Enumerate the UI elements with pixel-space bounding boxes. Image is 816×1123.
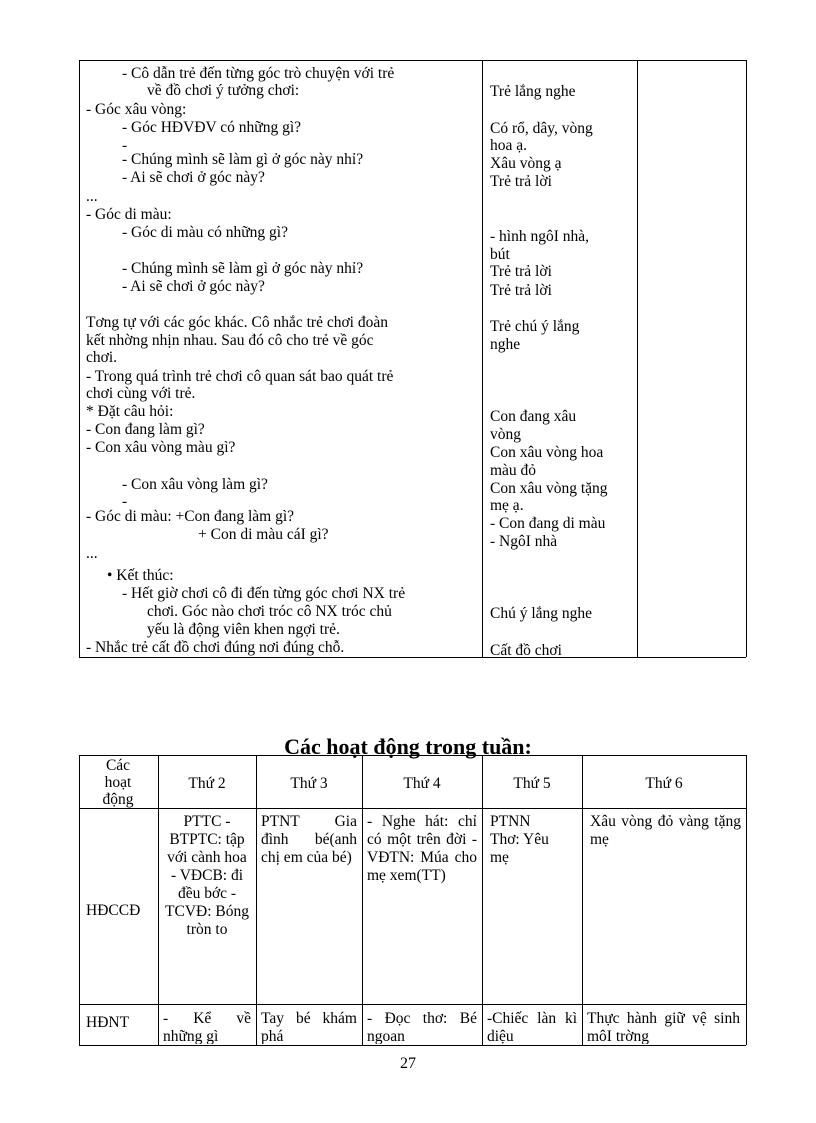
text-line: chơi. Góc nào chơi tróc cô NX tróc chủ xyxy=(147,603,392,620)
text-line: Con xâu vòng tặng xyxy=(490,480,608,497)
text-line: - Chúng mình sẽ làm gì ở góc này nhỉ? xyxy=(122,260,364,277)
row-label: HĐNT xyxy=(86,1014,130,1031)
text-line: kết nhờng nhịn nhau. Sau đó cô cho trẻ về góc xyxy=(86,332,374,349)
text-line: vòng xyxy=(490,426,521,443)
text-line: yếu là động viên khen ngợi trẻ. xyxy=(147,621,340,638)
text-line: - Góc di màu: xyxy=(86,206,172,223)
page-number: 27 xyxy=(400,1055,416,1072)
text-line: chơi. xyxy=(86,349,118,366)
text-line: + Con di màu cáI gì? xyxy=(198,526,329,543)
text-line: - Con đang làm gì? xyxy=(86,421,205,438)
table-cell: - Nghe hát: chỉ có một trên đời -VĐTN: Múa cho mẹ xem(TT) xyxy=(367,813,477,884)
text-line: ... xyxy=(86,188,98,205)
table-cell: - Đọc thơ: Bé ngoan xyxy=(367,1010,477,1044)
text-line: Con đang xâu xyxy=(490,408,577,425)
table-cell: Thực hành giữ vệ sinh môI trờng xyxy=(587,1010,740,1044)
header-cell: Thứ 3 xyxy=(290,775,328,792)
row-label: HĐCCĐ xyxy=(86,902,141,919)
text-line: bút xyxy=(490,246,510,263)
table-cell: Xâu vòng đỏ vàng tặng mẹ xyxy=(590,813,741,848)
text-line: về đồ chơi ý tưởng chơi: xyxy=(147,82,300,99)
text-line: - hình ngôI nhà, xyxy=(490,228,590,245)
text-line: Trẻ trả lời xyxy=(490,263,552,280)
text-line: nghe xyxy=(490,336,521,353)
text-line: - xyxy=(122,493,128,510)
table-cell: -Chiếc làn kì diệu xyxy=(487,1010,577,1044)
table-cell: PTTC - BTPTC: tập với cành hoa - VĐCB: đi đều bớc - TCVĐ: Bóng tròn to xyxy=(165,813,249,938)
header-cell: Thứ 5 xyxy=(513,775,551,792)
text-line: - Trong quá trình trẻ chơi cô quan sát bao quát trẻ xyxy=(86,368,394,385)
text-line: mẹ ạ. xyxy=(490,497,524,514)
text-line: Tơng tự với các góc khác. Cô nhắc trẻ chơi đoàn xyxy=(86,314,388,331)
table-cell: PTNN Thơ: Yêu mẹ xyxy=(490,813,549,866)
text-line: Trẻ trả lời xyxy=(490,173,552,190)
week-title: Các hoạt động trong tuần: xyxy=(284,734,532,759)
text-line: - Cô dẫn trẻ đến từng góc trò chuyện với trẻ xyxy=(122,65,395,82)
header-cell: Thứ 4 xyxy=(403,775,441,792)
table-cell: - Kể về những gì xyxy=(163,1010,251,1044)
text-line: - Góc di màu: +Con đang làm gì? xyxy=(86,508,295,525)
text-line: - Ai sẽ chơi ở góc này? xyxy=(122,169,265,186)
text-line: màu đỏ xyxy=(490,462,537,479)
text-line: Cất đồ chơi xyxy=(490,642,562,659)
text-line: - NgôI nhà xyxy=(490,533,558,550)
text-line: Trẻ trả lời xyxy=(490,282,552,299)
row-clip xyxy=(159,1006,747,1044)
header-cell: Thứ 2 xyxy=(188,775,226,792)
text-line: - Con xâu vòng màu gì? xyxy=(86,439,236,456)
table-cell: Tay bé khám phá xyxy=(261,1010,357,1044)
text-line: hoa ạ. xyxy=(490,137,528,154)
text-line: - Con đang di màu xyxy=(490,515,606,532)
text-line: Xâu vòng ạ xyxy=(490,155,562,172)
text-line: - Chúng mình sẽ làm gì ở góc này nhỉ? xyxy=(122,151,364,168)
text-line: Trẻ chú ý lắng xyxy=(490,318,580,335)
text-line: - Ai sẽ chơi ở góc này? xyxy=(122,278,265,295)
text-line: - Con xâu vòng làm gì? xyxy=(122,476,268,493)
text-line: chơi cùng với trẻ. xyxy=(86,385,196,402)
text-line: - Nhắc trẻ cất đồ chơi đúng nơi đúng chỗ. xyxy=(86,639,345,656)
text-line: Con xâu vòng hoa xyxy=(490,444,604,461)
text-line: - Hết giờ chơi cô đi đến từng góc chơi NX trẻ xyxy=(122,585,406,602)
text-line: ... xyxy=(86,545,98,562)
text-line: - xyxy=(122,137,128,154)
text-line: • Kết thúc: xyxy=(107,567,174,584)
text-line: * Đặt câu hỏi: xyxy=(86,403,174,420)
text-line: - Góc xâu vòng: xyxy=(86,101,187,118)
text-line: - Góc di màu có những gì? xyxy=(122,224,288,241)
text-line: Có rổ, dây, vòng xyxy=(490,120,593,137)
header-cell: Các hoạt động xyxy=(102,757,134,808)
table-cell: PTNT Gia đình bé(anh chị em của bé) xyxy=(261,813,357,866)
text-line: Chú ý lắng nghe xyxy=(490,605,593,622)
text-line: Trẻ lắng nghe xyxy=(490,83,576,100)
header-cell: Thứ 6 xyxy=(645,775,683,792)
text-line: - Góc HĐVĐV có những gì? xyxy=(122,119,302,136)
